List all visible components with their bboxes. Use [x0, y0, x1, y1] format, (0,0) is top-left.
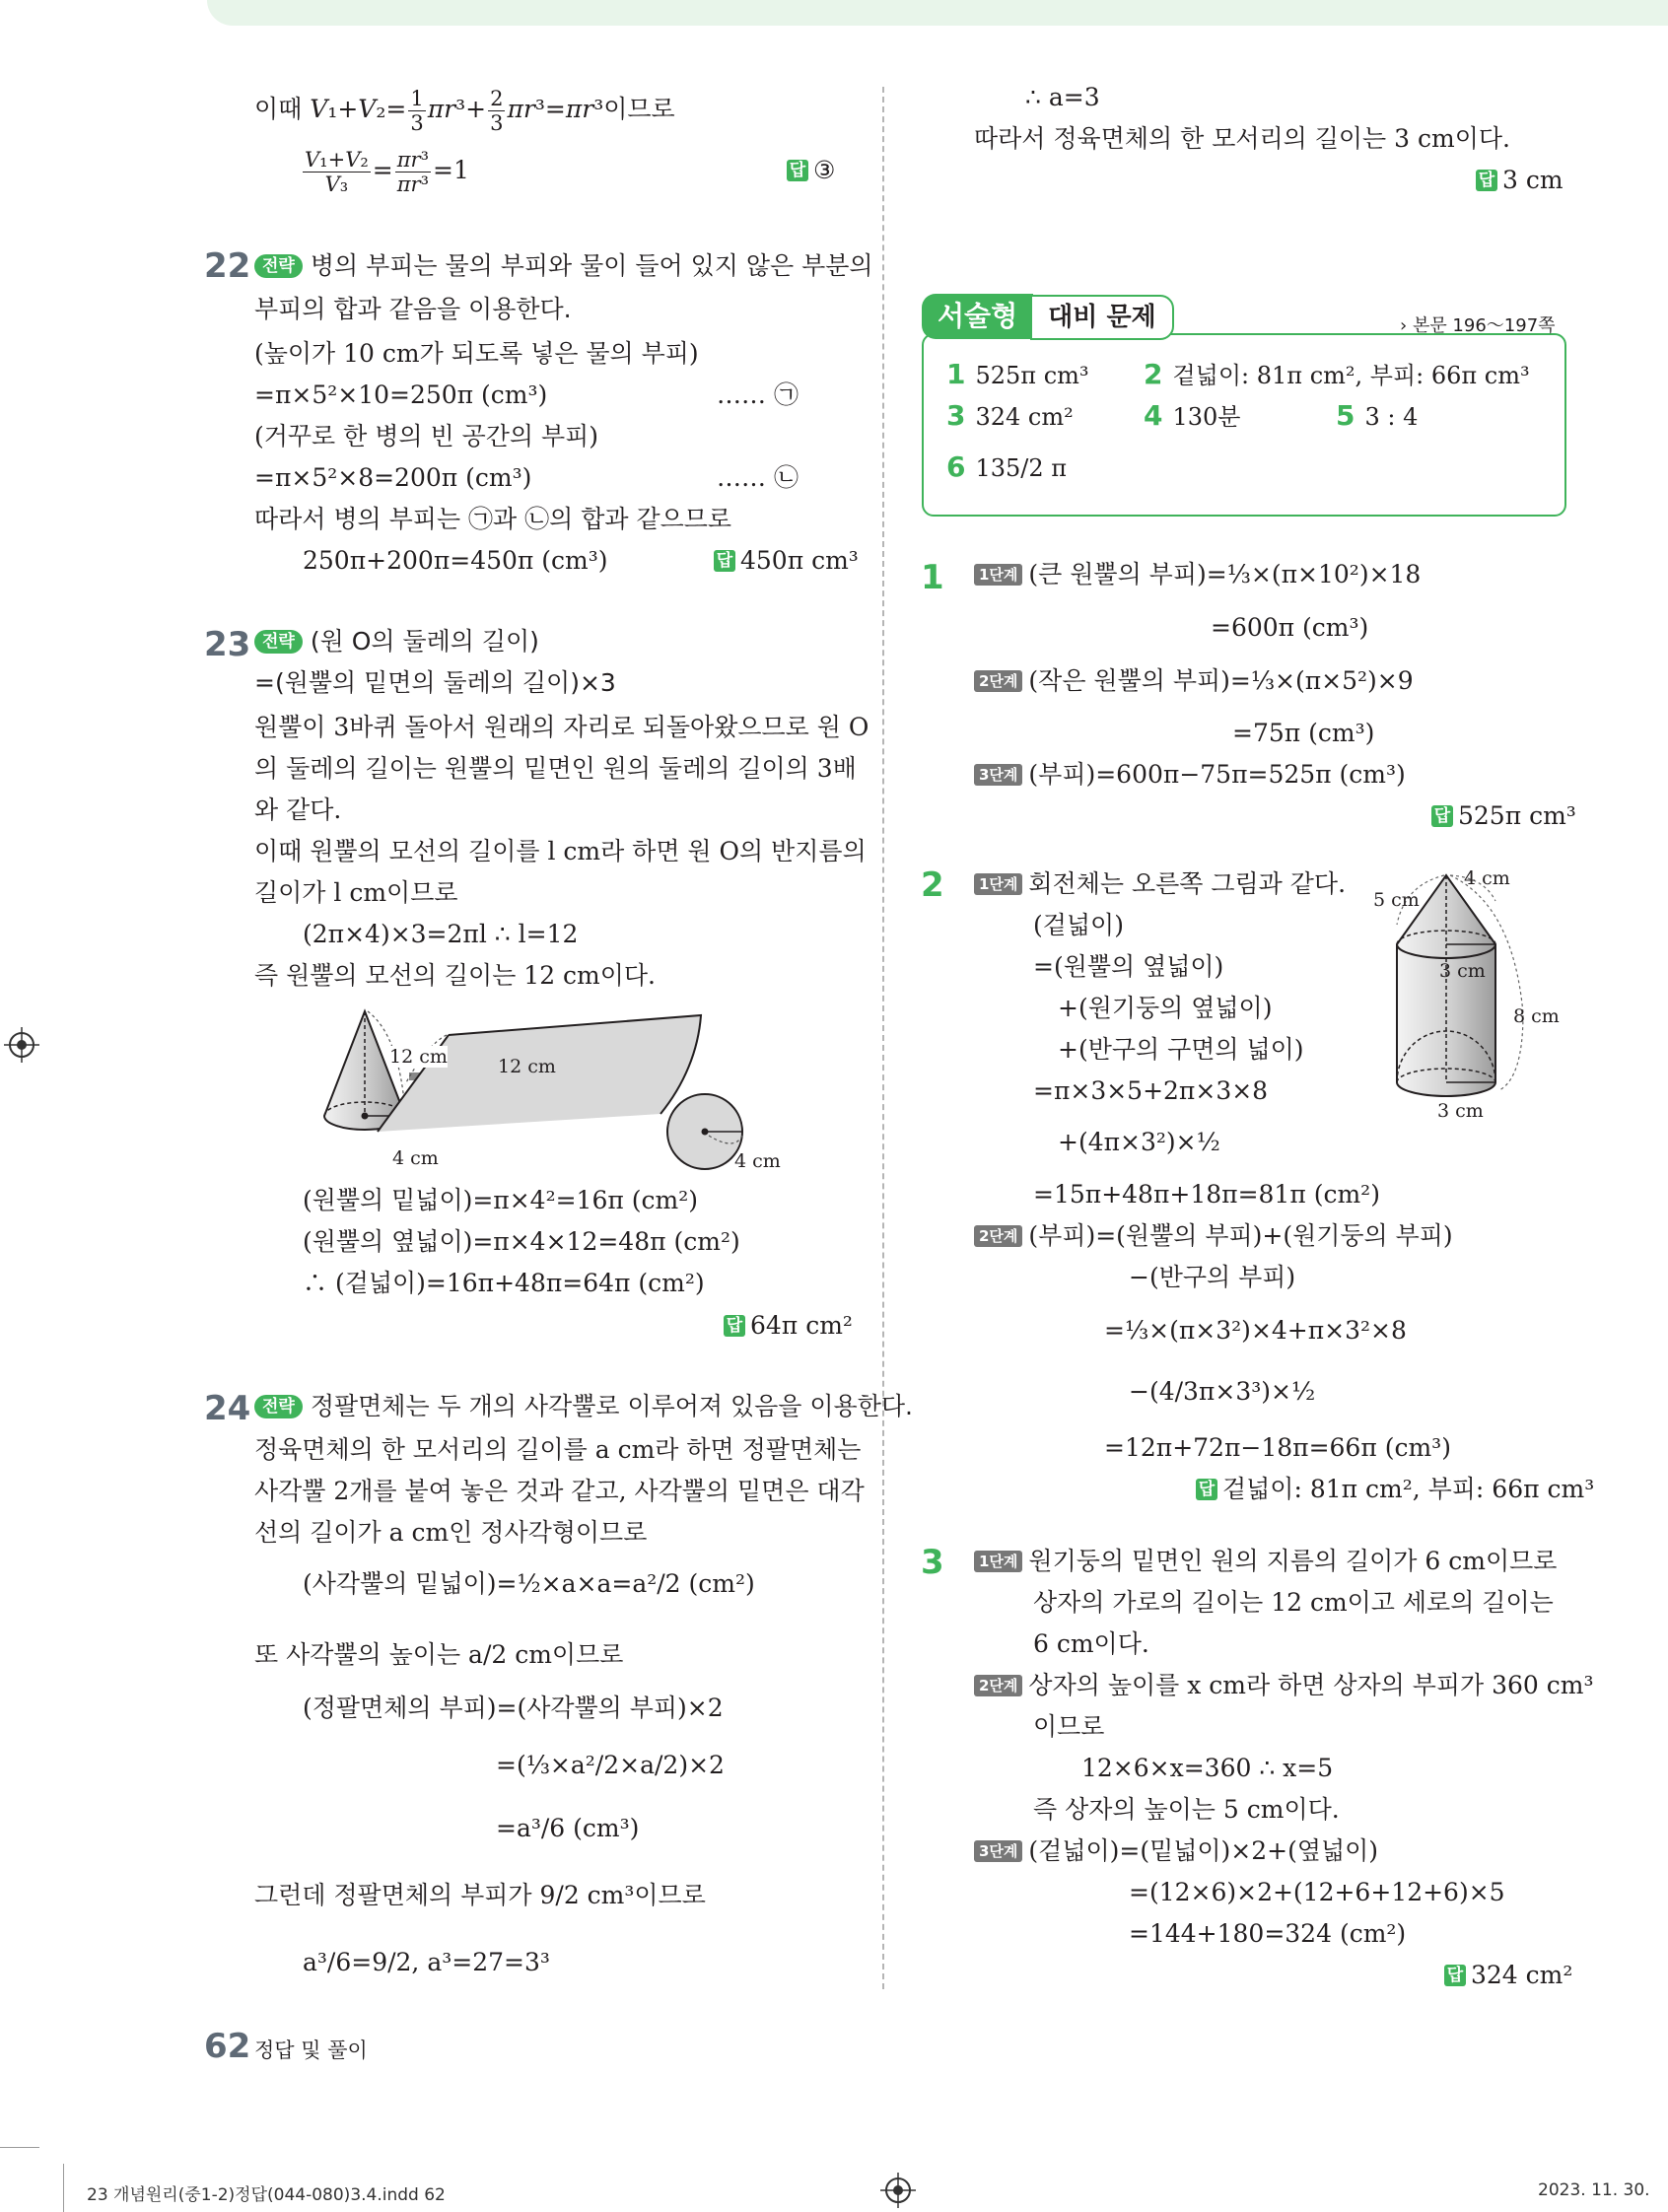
solution-line: ∴ (겉넓이)=16π+48π=64π (cm²)	[303, 1269, 705, 1297]
solution-line: =75π (cm³)	[1232, 719, 1375, 747]
solution-line: 선의 길이가 a cm인 정사각형이므로	[254, 1518, 648, 1547]
solution-line: 3단계 (겉넓이)=(밑넓이)×2+(옆넓이)	[974, 1834, 1378, 1868]
fig-label: 8 cm	[1513, 1005, 1560, 1027]
page-title: 정답 및 풀이	[254, 2039, 368, 2062]
problem-number: 22	[204, 246, 251, 286]
solution-line: =(원뿔의 밑면의 둘레의 길이)×3	[254, 668, 616, 697]
column-divider	[882, 87, 884, 1989]
solution-line: 2단계 상자의 높이를 x cm라 하면 상자의 부피가 360 cm³	[974, 1669, 1594, 1702]
solution-line: =π×5²×8=200π (cm³)	[254, 463, 532, 492]
solution-line: 상자의 가로의 길이는 12 cm이고 세로의 길이는	[1033, 1588, 1554, 1617]
solution-line: =15π+48π+18π=81π (cm²)	[1033, 1180, 1380, 1209]
solution-line: 따라서 병의 부피는 ㉠과 ㉡의 합과 같으므로	[254, 505, 732, 533]
summary-item: 1 525π cm³	[946, 358, 1089, 390]
answer: 답 겉넓이: 81π cm², 부피: 66π cm³	[1196, 1473, 1594, 1506]
problem-number: 24	[204, 1389, 251, 1428]
solution-line: −(4/3π×3³)×½	[1129, 1377, 1316, 1406]
registration-mark-icon	[880, 2173, 916, 2208]
footer-file: 23 개념원리(중1-2)정답(044-080)3.4.indd 62	[87, 2185, 446, 2205]
solution-line: 정육면체의 한 모서리의 길이를 a cm라 하면 정팔면체는	[254, 1435, 862, 1464]
equation-line: (사각뿔의 밑넓이)=½×a×a=a²/2 (cm²)	[303, 1569, 755, 1598]
solution-line: 즉 원뿔의 모선의 길이는 12 cm이다.	[254, 961, 657, 990]
fig-label: 4 cm	[734, 1150, 781, 1172]
strategy-line: 부피의 합과 같음을 이용한다.	[254, 295, 572, 323]
chevron-right-icon: ›	[1400, 315, 1408, 336]
top-banner	[207, 0, 1668, 26]
solution-line: =(12×6)×2+(12+6+12+6)×5	[1129, 1878, 1505, 1906]
solution-line: 따라서 정육면체의 한 모서리의 길이는 3 cm이다.	[974, 124, 1510, 153]
solution-line: (높이가 10 cm가 되도록 넣은 물의 부피)	[254, 339, 699, 368]
question-number: 3	[921, 1543, 944, 1582]
solution-line: ∴ a=3	[1025, 83, 1100, 111]
crop-mark	[0, 2147, 39, 2148]
fig-label: 3 cm	[1439, 960, 1486, 982]
equation-line: a³/6=9/2, a³=27=3³	[303, 1948, 550, 1976]
solution-line: +(원기둥의 옆넓이)	[1058, 994, 1273, 1022]
solution-line: 250π+200π=450π (cm³)	[303, 546, 608, 575]
summary-item: 4 130분	[1144, 399, 1241, 432]
cone-net-figure	[311, 1005, 784, 1188]
intro-answer: 답 ③	[787, 154, 835, 187]
solution-line: +(4π×3²)×½	[1058, 1128, 1220, 1156]
strategy-line: 전략 병의 부피는 물의 부피와 물이 들어 있지 않은 부분의	[254, 249, 873, 283]
solution-line: =⅓×(π×3²)×4+π×3²×8	[1104, 1316, 1407, 1345]
solution-line: 그런데 정팔면체의 부피가 9/2 cm³이므로	[254, 1881, 706, 1909]
solution-line: =π×5²×10=250π (cm³)	[254, 380, 548, 409]
equation-line: =(⅓×a²/2×a/2)×2	[496, 1751, 725, 1779]
fig-label: 12 cm	[498, 1056, 556, 1077]
solution-line: 6 cm이다.	[1033, 1629, 1149, 1658]
fig-label: 4 cm	[1464, 867, 1510, 889]
fig-label: 5 cm	[1373, 889, 1420, 911]
solution-line: 원뿔이 3바퀴 돌아서 원래의 자리로 되돌아왔으므로 원 O	[254, 713, 869, 741]
solution-line: −(반구의 부피)	[1129, 1263, 1296, 1291]
question-number: 2	[921, 865, 944, 905]
answer: 답 324 cm²	[1444, 1959, 1572, 1992]
equation-line: (정팔면체의 부피)=(사각뿔의 부피)×2	[303, 1694, 724, 1722]
solution-line: 2단계 (부피)=(원뿔의 부피)+(원기둥의 부피)	[974, 1219, 1453, 1253]
mark-label: …… ㉠	[717, 380, 799, 409]
equation-line: =a³/6 (cm³)	[496, 1814, 640, 1842]
solution-line: +(반구의 구면의 넓이)	[1058, 1035, 1304, 1064]
solution-line: 길이가 l cm이므로	[254, 878, 458, 907]
answer: 답 64π cm²	[724, 1309, 853, 1343]
solution-line: 2단계 (작은 원뿔의 부피)=⅓×(π×5²)×9	[974, 664, 1414, 698]
solution-line: 와 같다.	[254, 795, 342, 824]
solution-line: 1단계 (큰 원뿔의 부피)=⅓×(π×10²)×18	[974, 558, 1421, 591]
summary-item: 6 135/2 π	[946, 450, 1068, 483]
summary-item: 3 324 cm²	[946, 399, 1074, 432]
solution-line: =(원뿔의 옆넓이)	[1033, 952, 1224, 981]
fig-label: 12 cm	[389, 1046, 448, 1068]
page-number: 62	[204, 2027, 251, 2066]
solution-line: (원뿔의 밑넓이)=π×4²=16π (cm²)	[303, 1186, 698, 1214]
problem-number: 23	[204, 625, 251, 664]
question-number: 1	[921, 558, 944, 597]
solution-line: 1단계 회전체는 오른쪽 그림과 같다.	[974, 867, 1346, 901]
mark-label: …… ㉡	[717, 463, 799, 492]
solution-line: =12π+72π−18π=66π (cm³)	[1104, 1433, 1451, 1462]
solution-line: =144+180=324 (cm²)	[1129, 1919, 1407, 1948]
solution-line: (겉넓이)	[1033, 911, 1124, 939]
answer: 답 450π cm³	[714, 544, 859, 578]
intro-line-1: 이때 V₁+V₂= $\frac{1}{3}$ πr³+ $\frac{2}{3}$ πr³=πr³이므로	[254, 87, 675, 135]
solution-line: 이므로	[1033, 1712, 1105, 1741]
registration-mark-icon	[4, 1027, 39, 1063]
solution-line: =600π (cm³)	[1211, 613, 1369, 642]
answer: 답 3 cm	[1476, 164, 1564, 197]
solution-line: 또 사각뿔의 높이는 a/2 cm이므로	[254, 1640, 624, 1669]
intro-line-2: $\frac{\text{V₁+V₂}}{\text{V₃}}$ = $\frac{\text{πr³}}{\text{πr³}}$ =1	[305, 148, 469, 196]
fig-label: 3 cm	[1437, 1100, 1484, 1122]
solution-line: (거꾸로 한 병의 빈 공간의 부피)	[254, 422, 599, 450]
strategy-line: 전략 (원 O의 둘레의 길이)	[254, 625, 539, 658]
summary-item: 2 겉넓이: 81π cm², 부피: 66π cm³	[1144, 358, 1530, 390]
solution-line: 사각뿔 2개를 붙여 놓은 것과 같고, 사각뿔의 밑면은 대각	[254, 1477, 865, 1505]
page-reference: › 본문 196～197쪽	[1400, 315, 1556, 336]
footer-date: 2023. 11. 30.	[1538, 2180, 1650, 2200]
solution-line: 이때 원뿔의 모선의 길이를 l cm라 하면 원 O의 반지름의	[254, 837, 867, 865]
solution-line: =π×3×5+2π×3×8	[1033, 1076, 1269, 1105]
solution-line: 12×6×x=360 ∴ x=5	[1081, 1754, 1334, 1782]
summary-item: 5 3 : 4	[1336, 399, 1419, 432]
solution-line: 1단계 원기둥의 밑면인 원의 지름의 길이가 6 cm이므로	[974, 1545, 1557, 1578]
answer: 답 525π cm³	[1431, 799, 1576, 833]
crop-mark	[63, 2164, 64, 2212]
solution-line: 의 둘레의 길이는 원뿔의 밑면인 원의 둘레의 길이의 3배	[254, 754, 857, 783]
solution-line: (원뿔의 옆넓이)=π×4×12=48π (cm²)	[303, 1227, 740, 1256]
solution-line: 3단계 (부피)=600π−75π=525π (cm³)	[974, 758, 1406, 792]
fig-label: 4 cm	[392, 1147, 439, 1169]
strategy-line: 전략 정팔면체는 두 개의 사각뿔로 이루어져 있음을 이용한다.	[254, 1390, 913, 1423]
solution-line: 즉 상자의 높이는 5 cm이다.	[1033, 1795, 1340, 1824]
solution-line: (2π×4)×3=2πl ∴ l=12	[303, 920, 579, 948]
summary-title: 서술형 대비 문제	[922, 294, 1174, 340]
